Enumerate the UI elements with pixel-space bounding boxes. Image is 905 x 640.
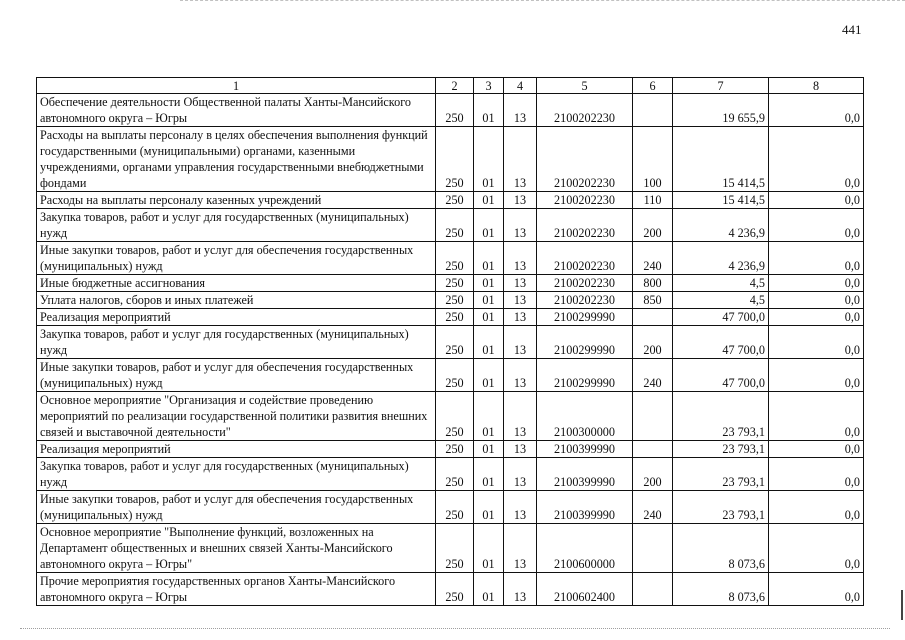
header-cell-4: 4 <box>504 78 537 94</box>
col-6-cell: 850 <box>633 292 673 309</box>
col-7-cell: 23 793,1 <box>673 491 769 524</box>
table-body <box>37 78 864 606</box>
col-7-cell: 47 700,0 <box>673 309 769 326</box>
col-6-cell: 100 <box>633 127 673 192</box>
table-row <box>37 458 864 491</box>
col-5-cell: 2100399990 <box>537 458 633 491</box>
row-name-cell: Закупка товаров, работ и услуг для государственных (муниципальных) нужд <box>37 458 436 491</box>
scan-bottom-edge <box>20 628 890 630</box>
row-name-cell: Иные закупки товаров, работ и услуг для обеспечения государственных (муниципальных) нужд <box>37 359 436 392</box>
col-5-cell: 2100202230 <box>537 242 633 275</box>
col-3-cell: 01 <box>474 127 504 192</box>
header-cell-1: 1 <box>37 78 436 94</box>
col-5-cell: 2100202230 <box>537 292 633 309</box>
col-3-cell: 01 <box>474 192 504 209</box>
col-3-cell: 01 <box>474 242 504 275</box>
col-3-cell: 01 <box>474 458 504 491</box>
col-2-cell: 250 <box>436 242 474 275</box>
col-7-cell: 23 793,1 <box>673 441 769 458</box>
col-2-cell: 250 <box>436 275 474 292</box>
col-3-cell: 01 <box>474 292 504 309</box>
col-3-cell: 01 <box>474 326 504 359</box>
col-2-cell: 250 <box>436 326 474 359</box>
header-cell-2: 2 <box>436 78 474 94</box>
header-cell-3: 3 <box>474 78 504 94</box>
col-5-cell: 2100202230 <box>537 127 633 192</box>
scan-top-edge <box>180 0 905 3</box>
table-row <box>37 94 864 127</box>
col-2-cell: 250 <box>436 524 474 573</box>
col-3-cell: 01 <box>474 209 504 242</box>
col-2-cell: 250 <box>436 127 474 192</box>
col-4-cell: 13 <box>504 209 537 242</box>
col-4-cell: 13 <box>504 573 537 606</box>
col-5-cell: 2100602400 <box>537 573 633 606</box>
col-2-cell: 250 <box>436 392 474 441</box>
table-row <box>37 275 864 292</box>
col-5-cell: 2100600000 <box>537 524 633 573</box>
col-8-cell: 0,0 <box>769 94 864 127</box>
col-8-cell: 0,0 <box>769 392 864 441</box>
col-6-cell <box>633 573 673 606</box>
col-6-cell: 240 <box>633 242 673 275</box>
col-3-cell: 01 <box>474 524 504 573</box>
page-number: 441 <box>842 22 862 37</box>
col-5-cell: 2100299990 <box>537 326 633 359</box>
col-7-cell: 15 414,5 <box>673 127 769 192</box>
row-name-cell: Обеспечение деятельности Общественной палаты Ханты-Мансийского автономного округа – Югры <box>37 94 436 127</box>
col-4-cell: 13 <box>504 441 537 458</box>
col-3-cell: 01 <box>474 573 504 606</box>
col-3-cell: 01 <box>474 359 504 392</box>
col-2-cell: 250 <box>436 309 474 326</box>
table-row <box>37 127 864 192</box>
col-8-cell: 0,0 <box>769 192 864 209</box>
col-5-cell: 2100300000 <box>537 392 633 441</box>
col-2-cell: 250 <box>436 292 474 309</box>
col-8-cell: 0,0 <box>769 458 864 491</box>
col-7-cell: 23 793,1 <box>673 458 769 491</box>
col-7-cell: 15 414,5 <box>673 192 769 209</box>
row-name-cell: Реализация мероприятий <box>37 309 436 326</box>
row-name-cell: Закупка товаров, работ и услуг для государственных (муниципальных) нужд <box>37 209 436 242</box>
col-4-cell: 13 <box>504 524 537 573</box>
row-name-cell: Реализация мероприятий <box>37 441 436 458</box>
table-row <box>37 326 864 359</box>
col-6-cell: 200 <box>633 458 673 491</box>
row-name-cell: Закупка товаров, работ и услуг для государственных (муниципальных) нужд <box>37 326 436 359</box>
table-row <box>37 573 864 606</box>
table-header-row <box>37 78 864 94</box>
col-3-cell: 01 <box>474 441 504 458</box>
col-7-cell: 4 236,9 <box>673 242 769 275</box>
col-4-cell: 13 <box>504 392 537 441</box>
table-row <box>37 491 864 524</box>
col-7-cell: 4,5 <box>673 292 769 309</box>
col-7-cell: 19 655,9 <box>673 94 769 127</box>
row-name-cell: Иные закупки товаров, работ и услуг для обеспечения государственных (муниципальных) нужд <box>37 491 436 524</box>
col-6-cell <box>633 309 673 326</box>
header-cell-8: 8 <box>769 78 864 94</box>
col-4-cell: 13 <box>504 326 537 359</box>
col-3-cell: 01 <box>474 275 504 292</box>
col-3-cell: 01 <box>474 94 504 127</box>
col-5-cell: 2100202230 <box>537 192 633 209</box>
col-6-cell: 800 <box>633 275 673 292</box>
col-6-cell <box>633 94 673 127</box>
col-7-cell: 8 073,6 <box>673 524 769 573</box>
col-8-cell: 0,0 <box>769 275 864 292</box>
row-name-cell: Расходы на выплаты персоналу казенных учреждений <box>37 192 436 209</box>
col-6-cell: 200 <box>633 326 673 359</box>
col-2-cell: 250 <box>436 94 474 127</box>
col-4-cell: 13 <box>504 491 537 524</box>
table-row <box>37 309 864 326</box>
col-5-cell: 2100299990 <box>537 309 633 326</box>
row-name-cell: Расходы на выплаты персоналу в целях обеспечения выполнения функций государственными (муниципальными) органами, казенными учреждениями, органами управления государственными внебюджетными фондами <box>37 127 436 192</box>
col-3-cell: 01 <box>474 392 504 441</box>
col-5-cell: 2100202230 <box>537 209 633 242</box>
col-4-cell: 13 <box>504 94 537 127</box>
col-4-cell: 13 <box>504 192 537 209</box>
row-name-cell: Основное мероприятие "Организация и содействие проведению мероприятий по реализации государственной политики развития внешних связей и выставочной деятельности" <box>37 392 436 441</box>
col-4-cell: 13 <box>504 359 537 392</box>
col-4-cell: 13 <box>504 275 537 292</box>
col-2-cell: 250 <box>436 192 474 209</box>
col-4-cell: 13 <box>504 292 537 309</box>
table-row <box>37 359 864 392</box>
col-7-cell: 4 236,9 <box>673 209 769 242</box>
header-cell-7: 7 <box>673 78 769 94</box>
scan-margin-mark <box>901 590 903 620</box>
col-5-cell: 2100399990 <box>537 441 633 458</box>
col-6-cell <box>633 524 673 573</box>
col-4-cell: 13 <box>504 458 537 491</box>
col-7-cell: 23 793,1 <box>673 392 769 441</box>
col-8-cell: 0,0 <box>769 491 864 524</box>
col-5-cell: 2100299990 <box>537 359 633 392</box>
col-8-cell: 0,0 <box>769 359 864 392</box>
col-6-cell: 240 <box>633 359 673 392</box>
table-row <box>37 292 864 309</box>
row-name-cell: Иные бюджетные ассигнования <box>37 275 436 292</box>
col-8-cell: 0,0 <box>769 209 864 242</box>
row-name-cell: Иные закупки товаров, работ и услуг для обеспечения государственных (муниципальных) нужд <box>37 242 436 275</box>
col-6-cell <box>633 392 673 441</box>
col-2-cell: 250 <box>436 573 474 606</box>
col-8-cell: 0,0 <box>769 242 864 275</box>
col-2-cell: 250 <box>436 359 474 392</box>
col-7-cell: 47 700,0 <box>673 359 769 392</box>
col-5-cell: 2100202230 <box>537 94 633 127</box>
col-8-cell: 0,0 <box>769 524 864 573</box>
col-7-cell: 4,5 <box>673 275 769 292</box>
header-cell-6: 6 <box>633 78 673 94</box>
col-6-cell: 110 <box>633 192 673 209</box>
table-row <box>37 242 864 275</box>
col-7-cell: 47 700,0 <box>673 326 769 359</box>
col-2-cell: 250 <box>436 458 474 491</box>
col-4-cell: 13 <box>504 309 537 326</box>
table-row <box>37 392 864 441</box>
col-6-cell: 240 <box>633 491 673 524</box>
col-8-cell: 0,0 <box>769 127 864 192</box>
col-7-cell: 8 073,6 <box>673 573 769 606</box>
col-2-cell: 250 <box>436 209 474 242</box>
budget-table <box>36 77 864 606</box>
header-cell-5: 5 <box>537 78 633 94</box>
table-row <box>37 441 864 458</box>
row-name-cell: Прочие мероприятия государственных органов Ханты-Мансийского автономного округа – Югры <box>37 573 436 606</box>
col-8-cell: 0,0 <box>769 309 864 326</box>
col-5-cell: 2100202230 <box>537 275 633 292</box>
col-6-cell: 200 <box>633 209 673 242</box>
col-5-cell: 2100399990 <box>537 491 633 524</box>
row-name-cell: Уплата налогов, сборов и иных платежей <box>37 292 436 309</box>
table-row <box>37 209 864 242</box>
col-3-cell: 01 <box>474 309 504 326</box>
col-3-cell: 01 <box>474 491 504 524</box>
table-row <box>37 192 864 209</box>
row-name-cell: Основное мероприятие "Выполнение функций, возложенных на Департамент общественных и внешних связей Ханты-Мансийского автономного округа – Югры" <box>37 524 436 573</box>
col-4-cell: 13 <box>504 242 537 275</box>
col-2-cell: 250 <box>436 441 474 458</box>
col-8-cell: 0,0 <box>769 573 864 606</box>
col-8-cell: 0,0 <box>769 292 864 309</box>
col-8-cell: 0,0 <box>769 326 864 359</box>
col-4-cell: 13 <box>504 127 537 192</box>
col-8-cell: 0,0 <box>769 441 864 458</box>
col-2-cell: 250 <box>436 491 474 524</box>
table-row <box>37 524 864 573</box>
col-6-cell <box>633 441 673 458</box>
